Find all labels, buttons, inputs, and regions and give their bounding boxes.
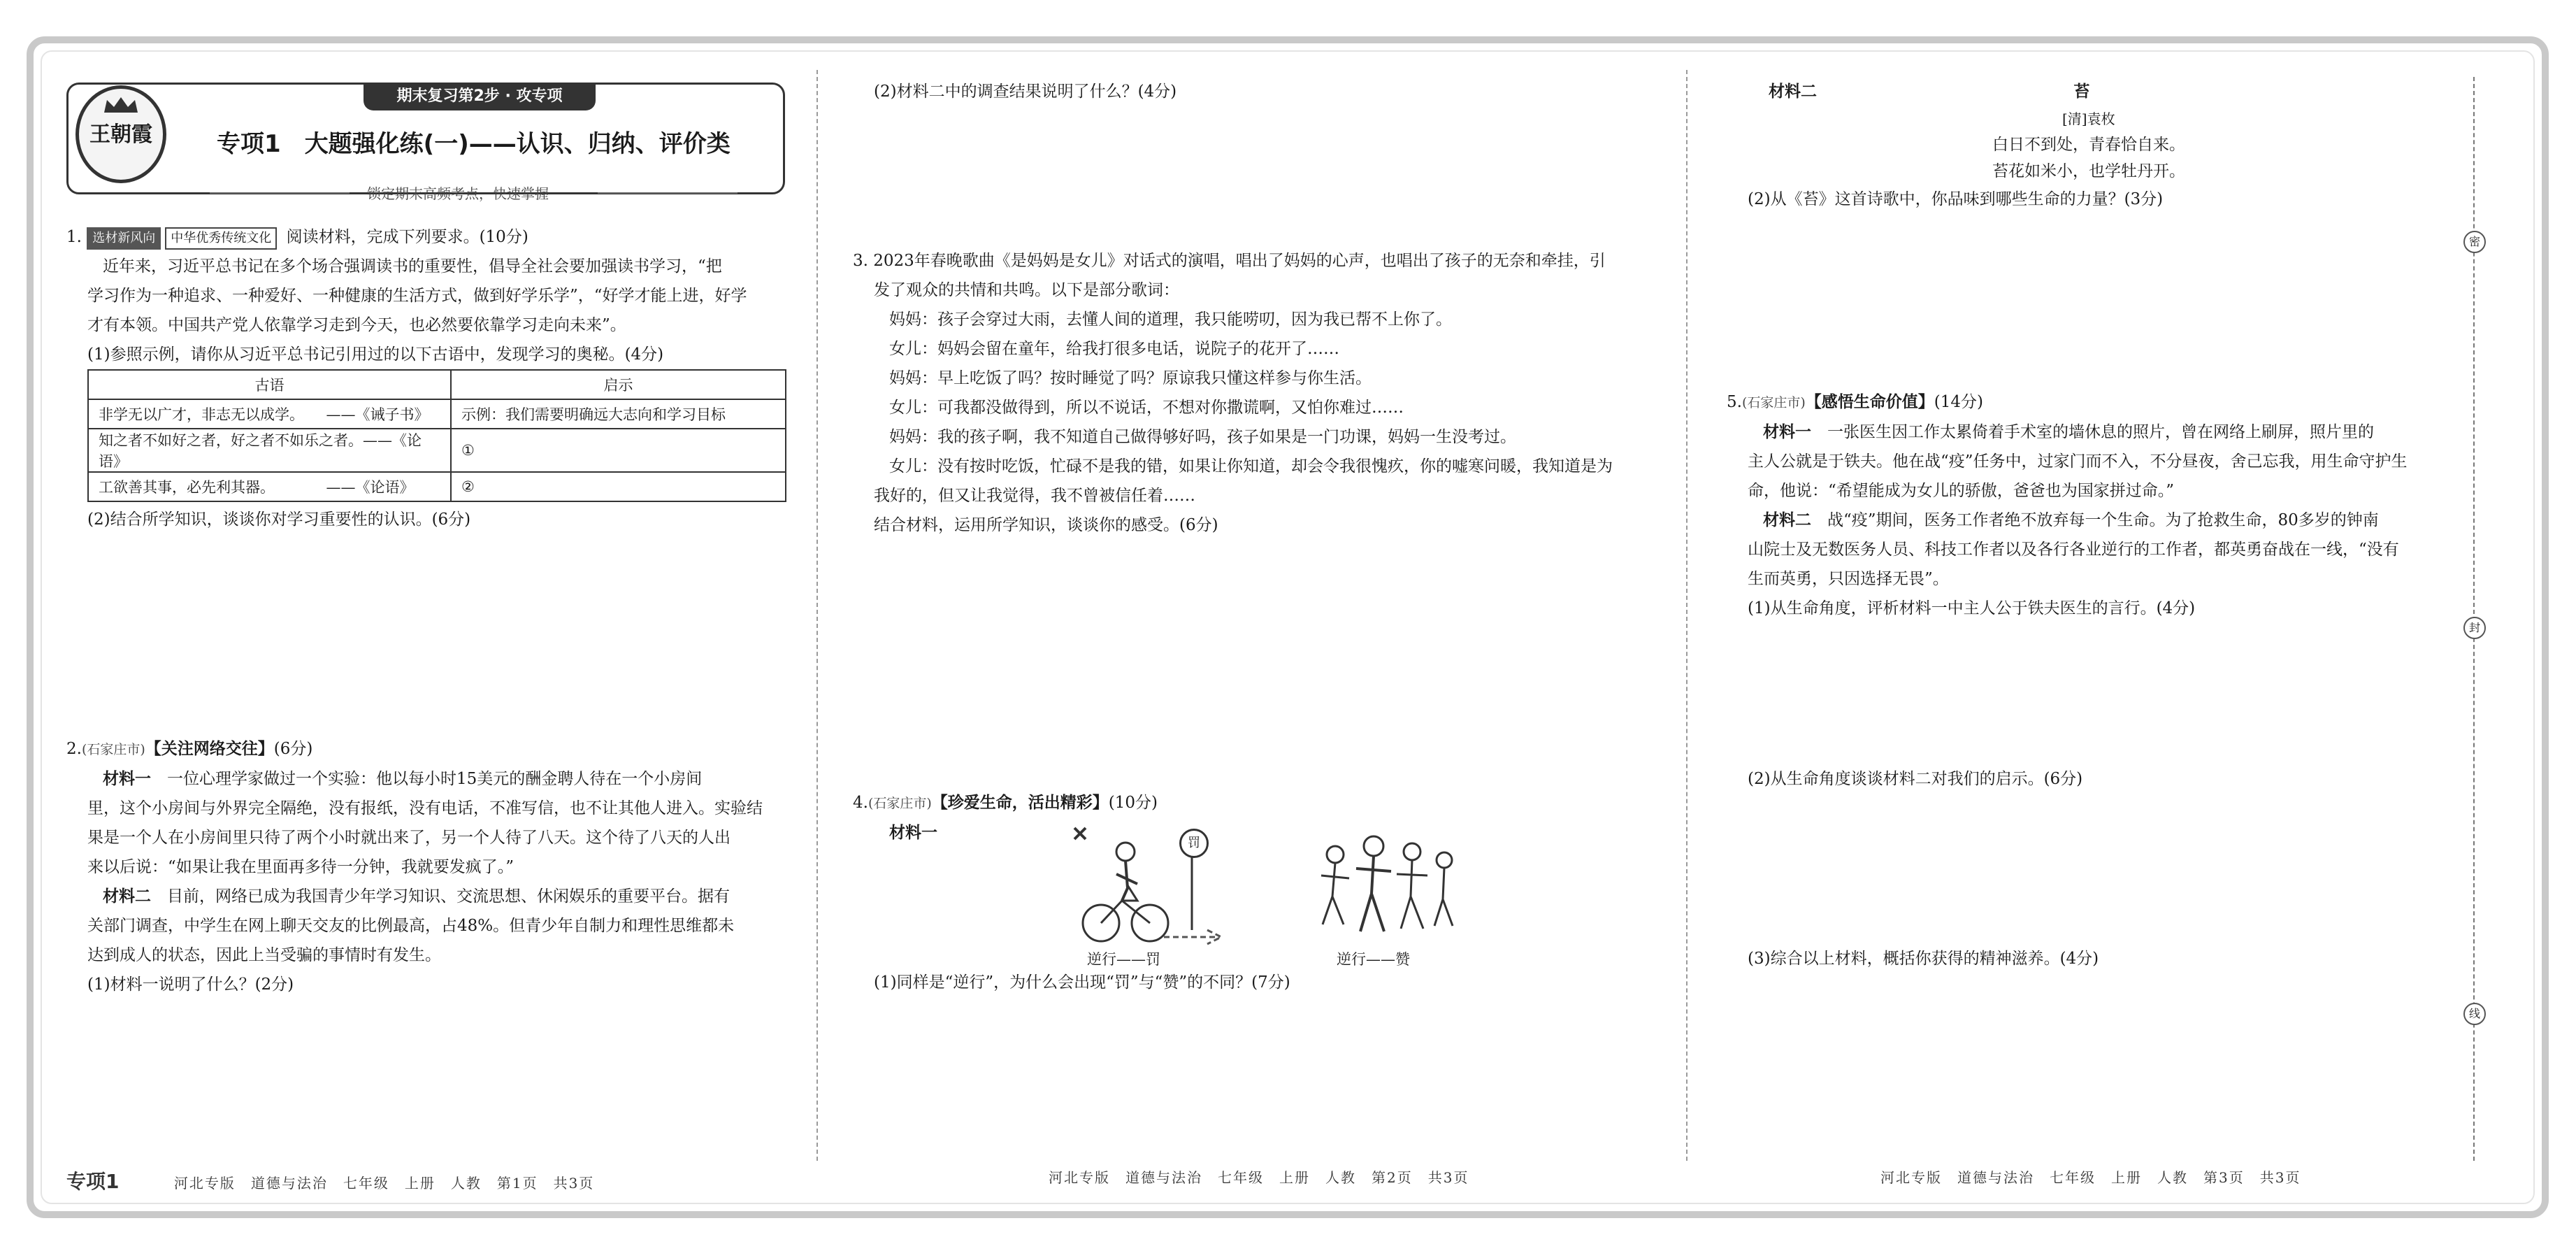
q3-block xyxy=(853,246,1664,540)
lyric-line: 女儿：妈妈会留在童年，给我打很多电话，说院子的花开了…… xyxy=(889,340,1339,358)
column-3 xyxy=(1727,77,2454,214)
q1-para: 才有本领。中国共产党人依靠学习走到今天，也必然要依靠学习走向未来”。 xyxy=(87,316,626,334)
lyric-line: 女儿：可我都没做得到，所以不说话，不想对你撒谎啊，又怕你难过…… xyxy=(889,399,1404,417)
column-1 xyxy=(66,222,793,534)
q2-source: (石家庄市) xyxy=(81,742,145,757)
table-row xyxy=(88,472,786,501)
q1-sub2: (2)结合所学知识，谈谈你对学习重要性的认识。(6分) xyxy=(87,510,471,529)
q2-m2-label: 材料二 xyxy=(103,887,151,906)
q5-sub2: (2)从生命角度谈谈材料二对我们的启示。(6分) xyxy=(1748,770,2083,788)
poem-line: 苔花如米小，也学牡丹开。 xyxy=(1992,162,2185,180)
seal-mark: 密 xyxy=(2463,231,2486,253)
illustration-praise xyxy=(1307,827,1461,945)
footer-page-info: 河北专版 道德与法治 七年级 上册 人教 第1页 共3页 xyxy=(173,1175,595,1192)
q3-line xyxy=(853,246,1664,276)
page-title: 专项1 大题强化练(一)——认识、归纳、评价类 xyxy=(217,130,731,158)
q5-sub3-block xyxy=(1727,944,2454,973)
crown-icon xyxy=(100,94,142,115)
q5-m2-text: 战“疫”期间，医务工作者绝不放弃每一个生命。为了抢救生命，80多岁的钟南 xyxy=(1827,511,2379,529)
q3-line: 发了观众的共情和共鸣。以下是部分歌词： xyxy=(874,281,1179,299)
q5-source: (石家庄市) xyxy=(1741,395,1806,410)
q2-title: 【关注网络交往】 xyxy=(145,740,274,758)
q1-table xyxy=(87,369,786,502)
q2-number: 2. xyxy=(66,740,82,758)
q1-sub1: (1)参照示例，请你从习近平总书记引用过的以下古语中，发现学习的奥秘。(4分) xyxy=(87,345,664,364)
seal-mark: 线 xyxy=(2463,1003,2486,1025)
table-cell: 工欲善其事，必先利其器。 ——《论语》 xyxy=(88,472,451,501)
pic2-caption: 逆行——赞 xyxy=(1337,951,1410,968)
q1-tag-new: 选材新风向 xyxy=(87,227,161,250)
q2-m1-label: 材料一 xyxy=(103,769,151,788)
q4-m1-label: 材料一 xyxy=(889,823,937,842)
q3-intro: 2023年春晚歌曲《是妈妈是女儿》对话式的演唱，唱出了妈妈的心声，也唱出了孩子的无奈和牵挂，引 xyxy=(873,252,1606,270)
rescuers-drawing xyxy=(1307,827,1461,945)
q5-m1 xyxy=(1727,417,2454,447)
q5-number: 5. xyxy=(1727,393,1742,411)
q4-block xyxy=(853,788,1664,848)
column-2 xyxy=(853,77,1664,106)
q5-line: 命，他说：“希望能成为女儿的骄傲，爸爸也为国家拼过命。” xyxy=(1748,482,2175,500)
q4-source: (石家庄市) xyxy=(868,796,932,811)
q4-number: 4. xyxy=(853,794,868,812)
lyric-line: 妈妈：孩子会穿过大雨，去懂人间的道理，我只能唠叨，因为我已帮不上你了。 xyxy=(889,310,1452,329)
q2-line: 里，这个小房间与外界完全隔绝，没有报纸，没有电话，不准写信，也不让其他人进入。实验结 xyxy=(87,799,763,817)
q5-score: (14分) xyxy=(1934,393,1983,411)
q4-score: (10分) xyxy=(1108,794,1158,812)
footer-label: 专项1 xyxy=(66,1170,120,1193)
q1-para: 学习作为一种追求、一种爱好、一种健康的生活方式，做到好学乐学”，“好学才能上进，好学 xyxy=(87,287,747,305)
table-cell: ② xyxy=(451,472,786,501)
q2-line: 关部门调查，中学生在网上聊天交友的比例最高，占48%。但青少年自制力和理性思维都未 xyxy=(87,917,735,935)
q5-heading xyxy=(1727,387,2454,417)
q3-task: 结合材料，运用所学知识，谈谈你的感受。(6分) xyxy=(874,516,1218,534)
q1-intro: 阅读材料，完成下列要求。(10分) xyxy=(286,228,528,246)
q5-m2-label: 材料二 xyxy=(1763,510,1811,529)
q5-line: 山院士及无数医务人员、科技工作者以及各行各业逆行的工作者，都英勇奋战在一线，“没有 xyxy=(1748,541,2399,559)
q3-number: 3. xyxy=(853,252,868,270)
header-badge xyxy=(364,83,596,110)
poem-title: 苔 xyxy=(2073,83,2090,101)
q2-sub1: (1)材料一说明了什么？(2分) xyxy=(87,975,294,994)
q2-line: 达到成人的状态，因此上当受骗的事情时有发生。 xyxy=(87,946,441,964)
lyric-line: 妈妈：早上吃饭了吗？按时睡觉了吗？原谅我只懂这样参与你生活。 xyxy=(889,369,1372,387)
footer-1 xyxy=(66,1166,594,1194)
m2-label: 材料二 xyxy=(1769,82,1817,101)
lyric-line: 我好的，但又让我觉得，我不曾被信任着…… xyxy=(874,487,1195,505)
q5-sub1: (1)从生命角度，评析材料一中主人公于铁夫医生的言行。(4分) xyxy=(1748,599,2196,617)
table-header-cell: 启示 xyxy=(451,370,786,399)
badge-text: 期末复习第2步 · 攻专项 xyxy=(396,87,563,105)
q2-line: 来以后说：“如果让我在里面再多待一分钟，我就要发疯了。” xyxy=(87,858,515,876)
footer-page-info: 河北专版 道德与法治 七年级 上册 人教 第3页 共3页 xyxy=(1880,1169,2301,1186)
q1-tag-culture: 中华优秀传统文化 xyxy=(165,227,277,250)
penalty-sign-text: 罚 xyxy=(1188,836,1200,850)
q4-sub1: (1)同样是“逆行”，为什么会出现“罚”与“赞”的不同？(7分) xyxy=(874,973,1290,992)
table-row xyxy=(88,429,786,472)
subtitle-line-right xyxy=(598,192,737,194)
subtitle-line-left xyxy=(210,192,350,194)
footer-2 xyxy=(1049,1166,1469,1187)
poem-line: 白日不到处，青春恰自来。 xyxy=(1992,136,2185,154)
lyric-line: 女儿：没有按时吃饭，忙碌不是我的错，如果让你知道，却会令我很愧疚，你的嘘寒问暖，我知道是为 xyxy=(889,457,1613,476)
penalty-sign xyxy=(1179,829,1209,858)
table-row xyxy=(88,399,786,429)
q5-sub2-block xyxy=(1727,764,2454,794)
logo-seal xyxy=(75,85,166,183)
lyric-line: 妈妈：我的孩子啊，我不知道自己做得够好吗，孩子如果是一门功课，妈妈一生没考过。 xyxy=(889,428,1516,446)
seal-mark: 封 xyxy=(2463,617,2486,639)
column-divider xyxy=(816,70,818,1161)
q2-m2-text: 目前，网络已成为我国青少年学习知识、交流思想、休闲娱乐的重要平台。据有 xyxy=(167,887,730,906)
page-subtitle: 锁定期末高频考点，快速掌握 xyxy=(367,185,549,202)
q1-heading xyxy=(66,222,793,252)
q4-title: 【珍爱生命，活出精彩】 xyxy=(931,794,1109,812)
q2-score: (6分) xyxy=(273,740,313,758)
table-cell: 知之者不如好之者，好之者不如乐之者。——《论语》 xyxy=(88,429,451,472)
q2-m2 xyxy=(66,882,793,911)
table-header-cell: 古语 xyxy=(88,370,451,399)
logo-text: 王朝霞 xyxy=(89,122,152,147)
q1-para: 近年来，习近平总书记在多个场合强调读书的重要性，倡导全社会要加强读书学习，“把 xyxy=(103,257,722,276)
pic1-caption: 逆行——罚 xyxy=(1087,951,1160,968)
q5-m1-label: 材料一 xyxy=(1763,422,1811,441)
q5-m1-text: 一张医生因工作太累倚着手术室的墙休息的照片，曾在网络上刷屏，照片里的 xyxy=(1827,423,2374,441)
q5-block xyxy=(1727,387,2454,623)
table-cell: ① xyxy=(451,429,786,472)
q5-title: 【感悟生命价值】 xyxy=(1805,393,1934,411)
q4-sub1-block xyxy=(853,968,1664,997)
q2-block xyxy=(66,734,793,999)
footer-3 xyxy=(1880,1166,2301,1187)
q4-sub2: (2)从《苔》这首诗歌中，你品味到哪些生命的力量？(3分) xyxy=(1748,190,2164,208)
poem-author: [清]袁枚 xyxy=(2062,110,2115,127)
q2-sub2: (2)材料二中的调查结果说明了什么？(4分) xyxy=(874,83,1177,101)
table-cell: 非学无以广才，非志无以成学。 ——《诫子书》 xyxy=(88,399,451,429)
q5-line: 生而英勇，只因选择无畏”。 xyxy=(1748,570,1949,588)
table-cell: 示例：我们需要明确远大志向和学习目标 xyxy=(451,399,786,429)
q2-heading xyxy=(66,734,793,764)
footer-page-info: 河北专版 道德与法治 七年级 上册 人教 第2页 共3页 xyxy=(1049,1169,1469,1186)
q1-number: 1. xyxy=(66,228,82,246)
q5-m2 xyxy=(1727,506,2454,535)
q2-m1-text: 一位心理学家做过一个实验：他以每小时15美元的酬金聘人待在一个小房间 xyxy=(167,770,703,788)
poem-heading xyxy=(1727,77,2454,106)
q5-sub3: (3)综合以上材料，概括你获得的精神滋养。(4分) xyxy=(1748,950,2099,968)
q2-m1 xyxy=(66,764,793,794)
q2-line: 果是一个人在小房间里只待了两个小时就出来了，另一个人待了八天。这个待了八天的人出 xyxy=(87,829,731,847)
column-divider xyxy=(1686,70,1688,1161)
table-header-row xyxy=(88,370,786,399)
q5-line: 主人公就是于铁夫。他在战“疫”任务中，过家门而不入，不分昼夜，舍己忘我，用生命守护生 xyxy=(1748,452,2408,471)
q4-heading xyxy=(853,788,1664,818)
